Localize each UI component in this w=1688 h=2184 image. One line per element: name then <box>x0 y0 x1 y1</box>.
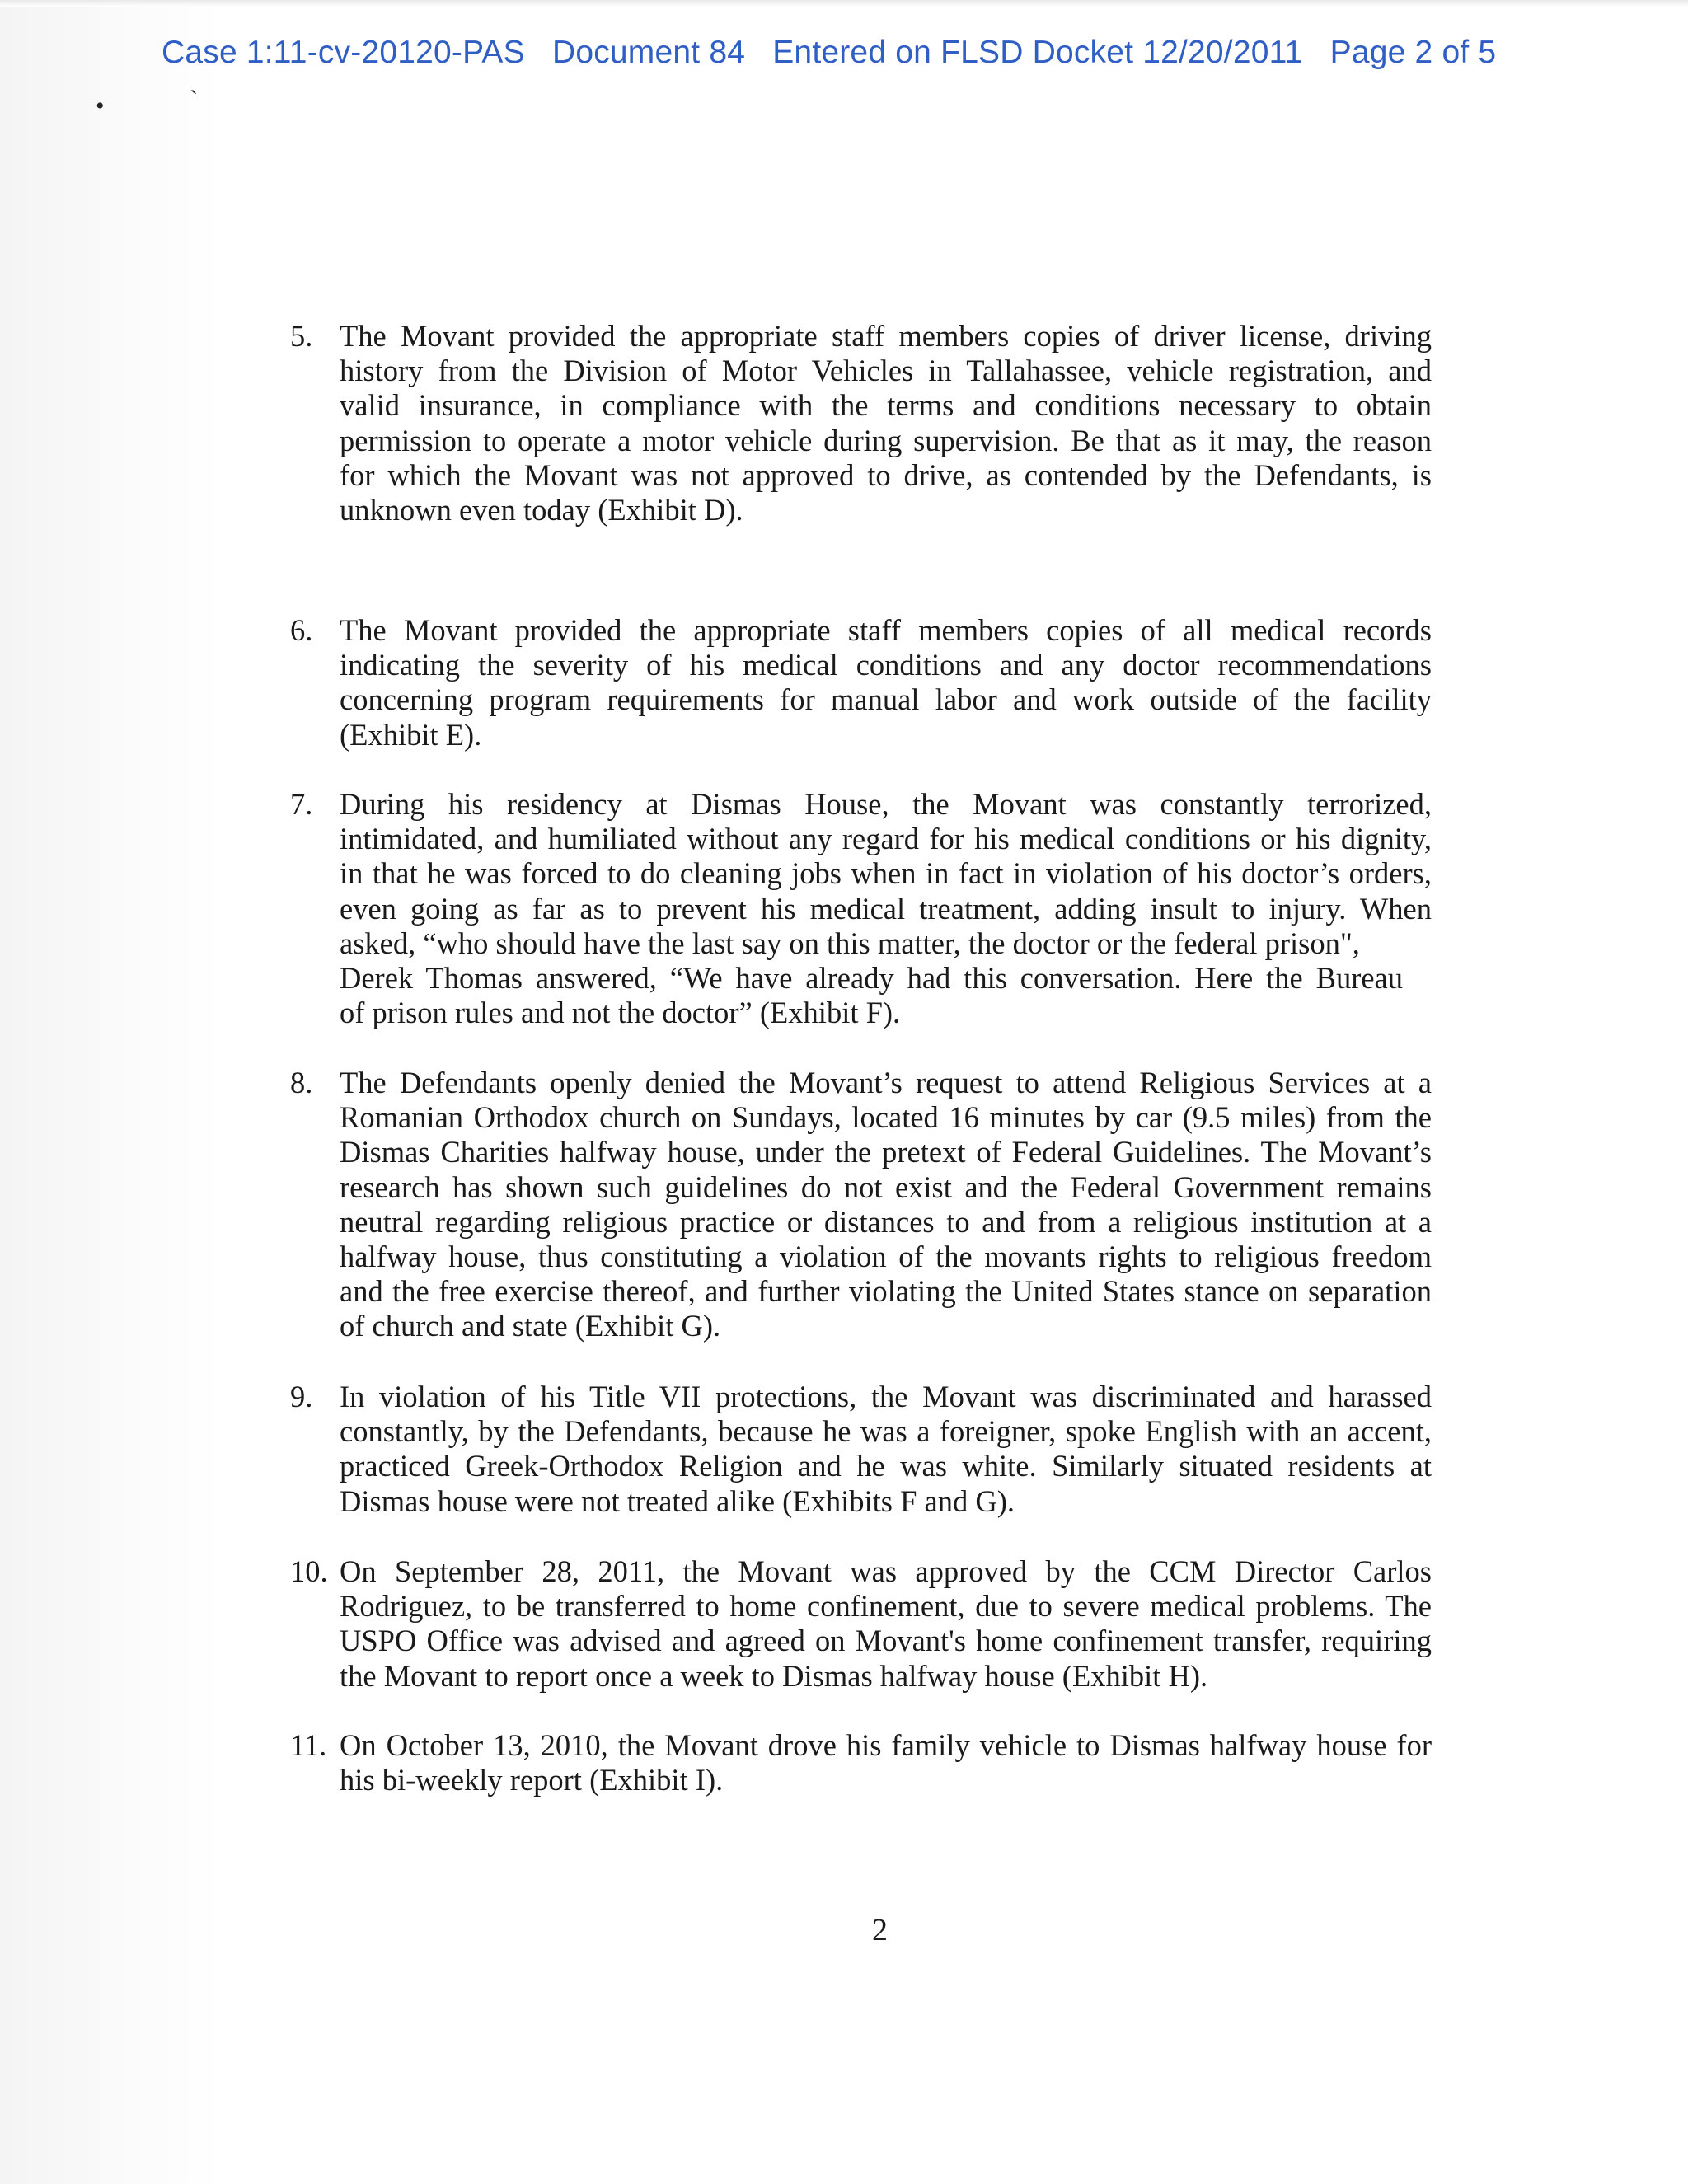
paragraph-number: 10. <box>290 1554 328 1588</box>
paragraph-body <box>340 1066 1432 1344</box>
paragraph-number: 8. <box>290 1066 313 1099</box>
paragraph-body <box>340 319 1432 527</box>
paragraph-body <box>340 1554 1432 1694</box>
text-line: of prison rules and not the doctor” (Exhibit F). <box>340 996 901 1030</box>
text-line: his bi-weekly report (Exhibit I). <box>340 1763 724 1797</box>
text-line: indicating the severity of his medical conditions and any doctor recommendations <box>340 648 1432 682</box>
text-line: USPO Office was advised and agreed on Movant's home confinement transfer, requiring <box>340 1624 1432 1658</box>
docket-header-stamp: Case 1:11-cv-20120-PAS Document 84 Entered on FLSD Docket 12/20/2011 Page 2 of 5 <box>162 35 1497 70</box>
scan-shading <box>0 0 223 2184</box>
paragraph-7 <box>290 787 1432 1030</box>
text-line: On October 13, 2010, the Movant drove his family vehicle to Dismas halfway house for <box>340 1728 1432 1762</box>
scan-top-edge <box>0 0 1688 7</box>
text-line: asked, “who should have the last say on this matter, the doctor or the federal prison", <box>340 926 1360 960</box>
text-line: Romanian Orthodox church on Sundays, located 16 minutes by car (9.5 miles) from the <box>340 1100 1432 1135</box>
paragraph-number: 9. <box>290 1380 313 1413</box>
text-line: Dismas Charities halfway house, under the pretext of Federal Guidelines. The Movant’s <box>340 1135 1432 1169</box>
text-line: for which the Movant was not approved to drive, as contended by the Defendants, is <box>340 457 1432 492</box>
text-line: halfway house, thus constituting a violation of the movants rights to religious freedom <box>340 1240 1432 1274</box>
text-line: During his residency at Dismas House, the Movant was constantly terrorized, <box>340 787 1432 821</box>
text-line: The Defendants openly denied the Movant’s request to attend Religious Services at a <box>340 1066 1432 1099</box>
text-line: In violation of his Title VII protections, the Movant was discriminated and harassed <box>340 1380 1432 1413</box>
paragraph-11 <box>290 1728 1432 1797</box>
text-line: of church and state (Exhibit G). <box>340 1309 721 1343</box>
text-line: (Exhibit E). <box>340 717 482 752</box>
text-line: and the free exercise thereof, and further violating the United States stance on separation <box>340 1274 1432 1309</box>
text-line: neutral regarding religious practice or distances to and from a religious institution at a <box>340 1204 1432 1239</box>
paragraph-body <box>340 1380 1432 1519</box>
paragraph-body <box>340 613 1432 752</box>
text-line: the Movant to report once a week to Dismas halfway house (Exhibit H). <box>340 1658 1208 1693</box>
paragraph-number: 5. <box>290 319 313 353</box>
scan-tick-mark: ` <box>190 86 198 113</box>
paragraph-10 <box>290 1554 1432 1694</box>
text-line: The Movant provided the appropriate staff members copies of driver license, driving <box>340 319 1432 353</box>
paragraph-body <box>340 787 1432 1030</box>
paragraph-9 <box>290 1380 1432 1519</box>
paragraph-5 <box>290 319 1432 527</box>
text-line: even going as far as to prevent his medical treatment, adding insult to injury. When <box>340 891 1432 926</box>
paragraph-number: 7. <box>290 787 313 821</box>
paragraph-number: 6. <box>290 613 313 647</box>
text-line: concerning program requirements for manual labor and work outside of the facility <box>340 682 1432 717</box>
text-line: The Movant provided the appropriate staff members copies of all medical records <box>340 613 1432 647</box>
paragraph-body <box>340 1728 1432 1797</box>
text-line: On September 28, 2011, the Movant was approved by the CCM Director Carlos <box>340 1554 1432 1588</box>
scan-speck-mark: • <box>96 92 105 120</box>
text-line: research has shown such guidelines do not exist and the Federal Government remains <box>340 1169 1432 1204</box>
text-line: permission to operate a motor vehicle during supervision. Be that as it may, the reason <box>340 423 1432 457</box>
text-line: Rodriguez, to be transferred to home confinement, due to severe medical problems. The <box>340 1589 1432 1624</box>
text-line: practiced Greek-Orthodox Religion and he was white. Similarly situated residents at <box>340 1449 1432 1483</box>
text-line: valid insurance, in compliance with the terms and conditions necessary to obtain <box>340 388 1432 423</box>
paragraph-6 <box>290 613 1432 752</box>
text-line: Dismas house were not treated alike (Exhibits F and G). <box>340 1483 1015 1518</box>
text-line: constantly, by the Defendants, because he was a foreigner, spoke English with an accent, <box>340 1414 1432 1449</box>
paragraph-8 <box>290 1066 1432 1344</box>
text-line: history from the Division of Motor Vehicles in Tallahassee, vehicle registration, and <box>340 354 1432 388</box>
text-line: unknown even today (Exhibit D). <box>340 493 743 527</box>
page-number: 2 <box>872 1913 888 1947</box>
text-line: in that he was forced to do cleaning jobs when in fact in violation of his doctor’s orders, <box>340 856 1432 891</box>
text-line: Derek Thomas answered, “We have already had this conversation. Here the Bureau <box>340 961 1403 996</box>
text-line: intimidated, and humiliated without any regard for his medical conditions or his dignity, <box>340 822 1432 856</box>
paragraph-number: 11. <box>290 1728 327 1762</box>
